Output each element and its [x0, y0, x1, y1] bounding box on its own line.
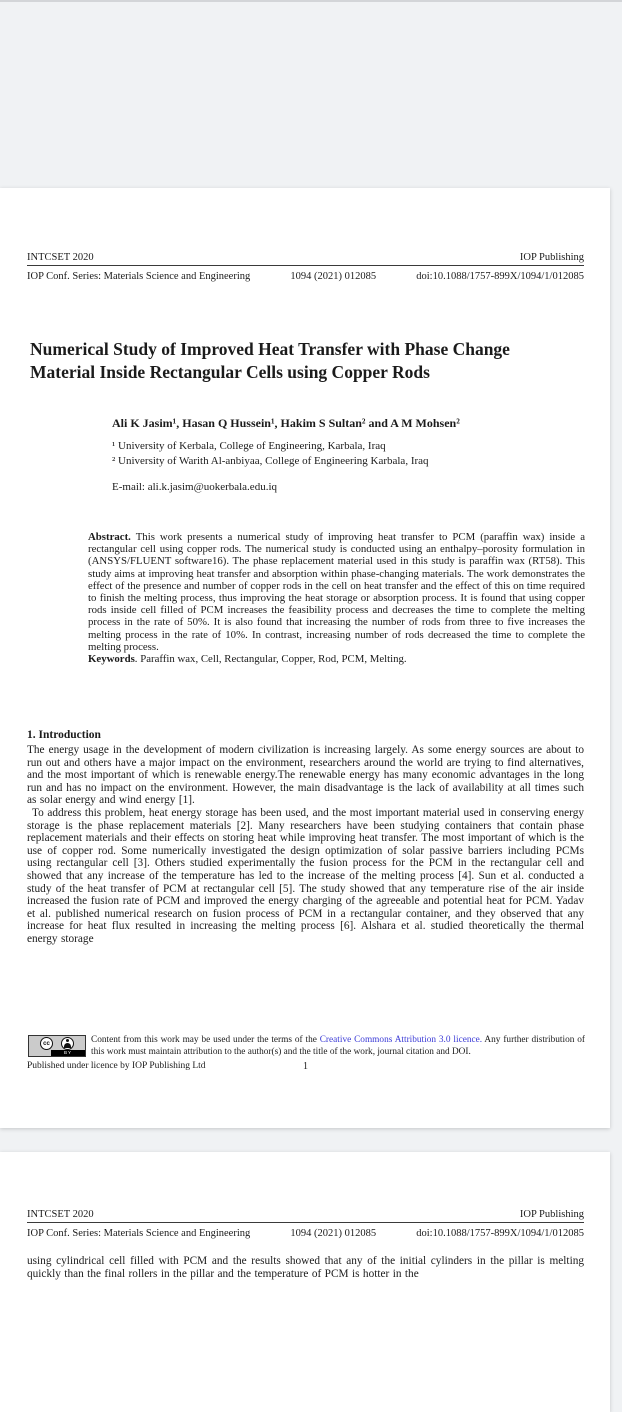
paper-title: Numerical Study of Improved Heat Transfer with Phase Change Material Inside Rectangular Cells using Copper Rods [30, 339, 510, 382]
license-note [91, 1035, 585, 1058]
journal-label: IOP Conf. Series: Materials Science and Engineering [27, 1228, 251, 1239]
page-number: 1 [303, 1061, 308, 1072]
abstract-label: Abstract. [88, 531, 131, 543]
affiliation-1: ¹ University of Kerbala, College of Engineering, Karbala, Iraq [112, 440, 386, 452]
creative-commons-link[interactable]: Creative Commons Attribution 3.0 licence. [319, 1035, 483, 1045]
citation-label: 1094 (2021) 012085 [290, 1228, 377, 1239]
publisher-label: IOP Publishing [519, 252, 584, 263]
pdf-page-1 [0, 188, 610, 1128]
doi-label: doi:10.1088/1757-899X/1094/1/012085 [416, 1228, 584, 1239]
pdf-page-2 [0, 1152, 610, 1412]
section-heading-introduction: 1. Introduction [27, 729, 101, 741]
cc-by-label: BY [51, 1050, 85, 1056]
cc-icon [40, 1037, 53, 1050]
keywords-text: . Paraffin wax, Cell, Rectangular, Copper, Rod, PCM, Melting. [134, 653, 407, 666]
doi-label: doi:10.1088/1757-899X/1094/1/012085 [416, 271, 584, 282]
keywords-line [88, 653, 585, 665]
conference-label: INTCSET 2020 [27, 252, 94, 263]
abstract-text: This work presents a numerical study of improving heat transfer to PCM (paraffin wax) inside a rectangular cell using copper rods. The numerical study is conducted using an enthalpy–porosity formulation in (ANSYS/FLUENT software16). The phase replacement material used in this study is paraffin wax (RT58). This study aims at improving heat transfer and absorption within phase-changing materials. The work demonstrates the effect of the presence and number of copper rods in the cell on heat transfer and the effect of this on time required to finish the melting process, thus improving the heat storage or absorption process. It is found that using copper rods inside cell filled of PCM increases the feasibility process and decreases the time to complete the melting process in the rate of 50%. It is also found that increasing the number of rods from three to five increases the melting process in the rate of 10%. In contrast, increasing number of rods decreased the time to complete the melting process. [88, 531, 585, 653]
license-suffix: Any further distribution of this work must maintain attribution to the author(s) and the title of the work, journal citation and DOI. [91, 1035, 585, 1057]
abstract-paragraph [88, 531, 585, 653]
affiliations [112, 439, 582, 468]
viewer-top-edge [0, 0, 622, 2]
affiliation-2: ² University of Warith Al-anbiyaa, College of Engineering Karbala, Iraq [112, 454, 429, 467]
intro-paragraph-2: To address this problem, heat energy storage has been used, and the most important material used in conserving energy storage is the phase replacement materials [2]. Many researchers have been studying containers that contain phase replacement materials and their effects on storing heat while improving heat transfer. The most important of which is the use of copper rod. Some numerically investigated the design optimization of solar passive barriers including PCMs using rectangular cell [3]. Others studied experimentally the fusion process for the PCM in the rectangular cell and showed that any increase of the temperature has led to the increase of the melting process [4]. Sun et al. conducted a study of the heat transfer of PCM at rectangular cell [5]. The study showed that any temperature rise of the air inside increased the fusion rate of PCM and improved the energy charging of the agreeable and potential heat for PCM. Yadav et al. published numerical research on fusion process of PCM in a rectangular container, and they observed that any increase for heat flux resulted in increasing the melting process [6]. Alshara et al. studied theoretically the thermal energy storage [27, 806, 584, 945]
email-line: E-mail: ali.k.jasim@uokerbala.edu.iq [112, 481, 277, 493]
conference-label: INTCSET 2020 [27, 1209, 94, 1220]
running-header [27, 251, 584, 283]
running-header [27, 1208, 584, 1240]
page2-body-continuation: using cylindrical cell filled with PCM and the results showed that any of the initial cylinders in the pillar is melting quickly than the final rollers in the pillar and the temperature of PCM is hotter in the [27, 1255, 584, 1280]
cc-icon-letters: cc [43, 1040, 50, 1047]
authors-line: Ali K Jasim¹, Hasan Q Hussein¹, Hakim S Sultan² and A M Mohsen² [112, 416, 460, 430]
published-line: Published under licence by IOP Publishing Ltd [27, 1061, 206, 1071]
cc-by-badge [28, 1035, 86, 1057]
introduction-body [27, 744, 584, 946]
publisher-label: IOP Publishing [519, 1209, 584, 1220]
license-row [28, 1035, 585, 1058]
keywords-label: Keywords [88, 653, 135, 666]
license-prefix: Content from this work may be used under the terms of the [91, 1035, 320, 1045]
abstract-block [88, 531, 585, 665]
cc-by-person-icon [61, 1037, 74, 1050]
intro-paragraph-1: The energy usage in the development of modern civilization is increasing largely. As some energy sources are about to run out and others have a major impact on the environment, researchers around the world are trying to find alternatives, and the most important of which is renewable energy.The renewable energy has many economic advantages in the long run and has no impact on the environment. However, the main disadvantage is the lack of availability at all times such as solar energy and wind energy [1]. [27, 744, 584, 807]
citation-label: 1094 (2021) 012085 [290, 271, 377, 282]
journal-label: IOP Conf. Series: Materials Science and Engineering [27, 271, 251, 282]
published-row [27, 1061, 584, 1071]
